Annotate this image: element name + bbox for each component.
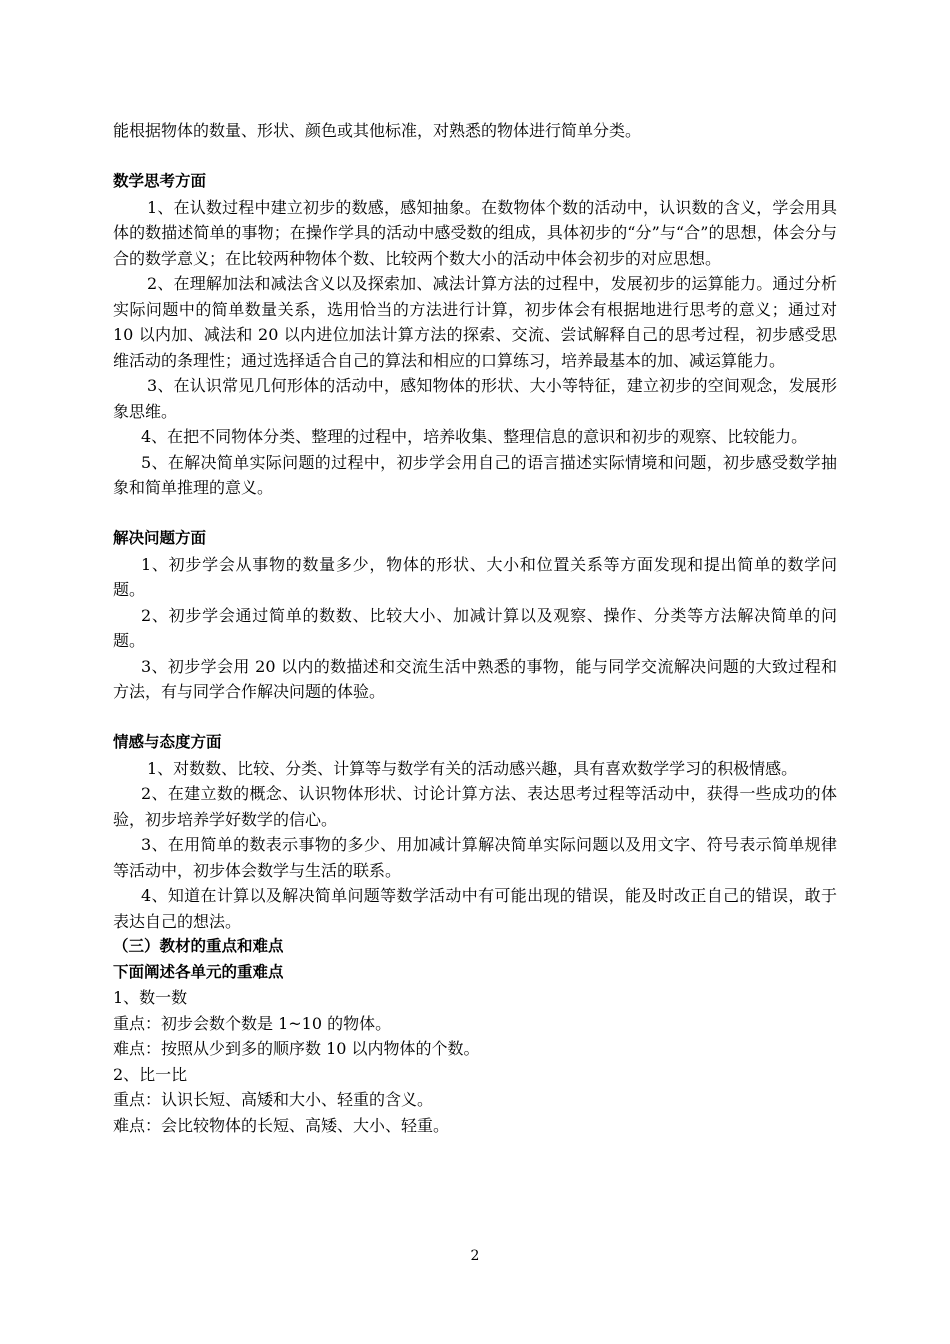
section-heading-key-points: （三）教材的重点和难点 <box>113 937 284 955</box>
paragraph: 4、知道在计算以及解决简单问题等数学活动中有可能出现的错误，能及时改正自己的错误，敢于表达自己的想法。 <box>113 886 837 931</box>
paragraph: 2、在建立数的概念、认识物体形状、讨论计算方法、表达思考过程等活动中，获得一些成功的体验，初步培养学好数学的信心。 <box>113 784 837 829</box>
paragraph: 2、初步学会通过简单的数数、比较大小、加减计算以及观察、操作、分类等方法解决简单的问题。 <box>113 605 837 650</box>
paragraph: 5、在解决简单实际问题的过程中，初步学会用自己的语言描述实际情境和问题，初步感受数学抽象和简单推理的意义。 <box>113 452 837 497</box>
section-heading-attitude: 情感与态度方面 <box>113 733 222 751</box>
paragraph: 2、在理解加法和减法含义以及探索加、减法计算方法的过程中，发展初步的运算能力。通过分析实际问题中的简单数量关系，选用恰当的方法进行计算，初步体会有根据地进行思考的意义；通过对 10 以内加、减法和 20 以内进位加法计算方法的探索、交流、尝试解释自己的思考过程，初步感受思维活动的条理性；通过选择适合自己的算法和相应的口算练习，培养最基本的加、减运算能力。 <box>113 274 837 370</box>
paragraph: 3、在认识常见几何形体的活动中，感知物体的形状、大小等特征，建立初步的空间观念，发展形象思维。 <box>113 376 837 421</box>
unit-key-point: 重点：初步会数个数是 1~10 的物体。 <box>113 1013 392 1033</box>
unit-key-point: 重点：认识长短、高矮和大小、轻重的含义。 <box>113 1090 434 1109</box>
paragraph: 3、在用简单的数表示事物的多少、用加减计算解决简单实际问题以及用文字、符号表示简单规律等活动中，初步体会数学与生活的联系。 <box>113 835 837 880</box>
document-body <box>113 118 837 1138</box>
intro-paragraph: 能根据物体的数量、形状、颜色或其他标准，对熟悉的物体进行简单分类。 <box>113 121 642 140</box>
unit-difficult-point: 难点：会比较物体的长短、高矮、大小、轻重。 <box>113 1115 450 1135</box>
unit-difficult-point: 难点：按照从少到多的顺序数 10 以内物体的个数。 <box>113 1039 480 1058</box>
paragraph: 1、对数数、比较、分类、计算等与数学有关的活动感兴趣，具有喜欢数学学习的积极情感。 <box>147 758 798 778</box>
unit-title: 2、比一比 <box>113 1064 188 1084</box>
unit-title: 1、数一数 <box>113 988 188 1007</box>
subheading-units: 下面阐述各单元的重难点 <box>113 962 284 981</box>
paragraph: 4、在把不同物体分类、整理的过程中，培养收集、整理信息的意识和初步的观察、比较能力。 <box>141 427 808 446</box>
section-heading-math-thinking: 数学思考方面 <box>113 172 207 190</box>
paragraph: 3、初步学会用 20 以内的数描述和交流生活中熟悉的事物，能与同学交流解决问题的大致过程和方法，有与同学合作解决问题的体验。 <box>113 656 837 701</box>
paragraph: 1、在认数过程中建立初步的数感，感知抽象。在数物体个数的活动中，认识数的含义，学会用具体的数描述简单的事物；在操作学具的活动中感受数的组成，具体初步的“分”与“合”的思想，体会分与合的数学意义；在比较两种物体个数、比较两个数大小的活动中体会初步的对应思想。 <box>113 197 837 268</box>
page-number: 2 <box>470 1248 480 1264</box>
paragraph: 1、初步学会从事物的数量多少，物体的形状、大小和位置关系等方面发现和提出简单的数学问题。 <box>113 554 837 599</box>
section-heading-problem-solving: 解决问题方面 <box>113 529 207 547</box>
